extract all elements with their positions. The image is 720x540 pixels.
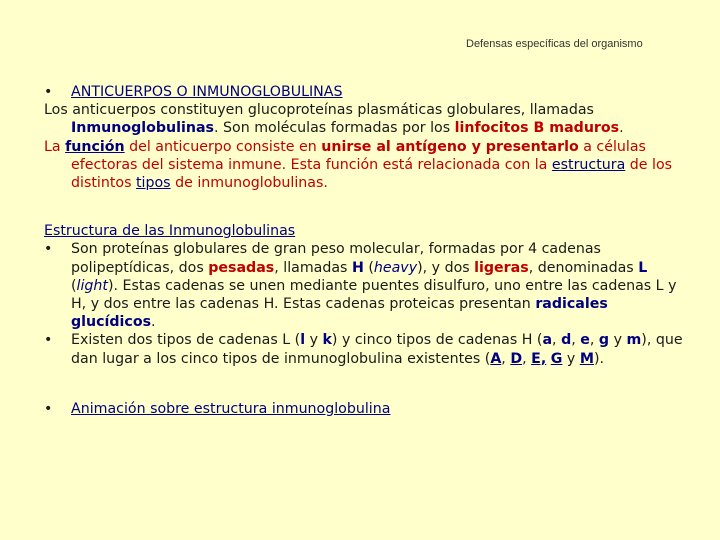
text-run: Existen dos tipos de cadenas L ( [71, 332, 301, 349]
text-run: , [552, 332, 562, 349]
slide-content [44, 83, 694, 418]
ig-m: M [579, 350, 594, 367]
text-run: Son proteínas globulares de gran peso molecular, formadas por 4 cadenas polipeptídicas, dos [71, 241, 601, 276]
term-pesadas: pesadas [208, 259, 275, 276]
bullet-icon: • [44, 400, 53, 417]
chain-l: l [300, 332, 306, 349]
text-run: a células efectoras del sistema inmune. Esta función está relacionada con la [71, 138, 646, 173]
text-run: y [562, 350, 580, 367]
section2-heading: Estructura de las Inmunoglobulinas [44, 223, 296, 240]
text-run: del anticuerpo consiste en [124, 138, 322, 155]
text-run: , [571, 332, 581, 349]
term-heavy: heavy [373, 259, 418, 276]
text-run: ). Estas cadenas se unen mediante puentes disulfuro, uno entre las cadenas L y H, y dos entre las cadenas H. Estas cadenas proteicas presentan [71, 277, 677, 313]
term-funcion: función [65, 138, 125, 155]
bullet-icon: • [44, 241, 53, 258]
text-run: , llamadas [274, 259, 352, 276]
chain-g: g [598, 332, 610, 349]
text-run: , [522, 350, 532, 367]
text-run: . Son moléculas formadas por los [213, 120, 455, 137]
section1-heading: ANTICUERPOS O INMUNOGLOBULINAS [71, 84, 343, 100]
text-run: y [609, 332, 627, 349]
chain-e: e [580, 332, 590, 349]
text-run: Los anticuerpos constituyen glucoproteínas plasmáticas globulares, llamadas [44, 102, 594, 119]
term-light: light [76, 277, 108, 294]
bullet-tipos-cadenas [44, 331, 694, 367]
bullet-icon: • [44, 332, 53, 349]
slide-header-title: Defensas específicas del organismo [466, 38, 643, 50]
text-run: de los distintos [71, 156, 673, 192]
text-run: de inmunoglobulinas. [170, 175, 328, 192]
paragraph-funcion [44, 138, 694, 193]
term-h: H [351, 259, 364, 276]
text-run: . [619, 120, 624, 137]
text-run: ( [71, 277, 77, 294]
section1-heading-line [44, 83, 694, 101]
ig-a: A [490, 350, 502, 367]
text-run: ( [363, 259, 374, 276]
chain-d: d [561, 332, 572, 349]
text-run: ) y cinco tipos de cadenas H ( [331, 332, 543, 349]
ig-d: D [510, 350, 523, 367]
chain-k: k [322, 332, 332, 349]
paragraph-anticuerpos [44, 101, 694, 137]
text-run: , [589, 332, 599, 349]
text-run: , [501, 350, 511, 367]
ig-g: G [550, 350, 563, 367]
bullet-icon: • [44, 84, 53, 100]
text-run: La [44, 138, 66, 155]
term-linfocitos-b: linfocitos B maduros [454, 120, 620, 137]
link-line [44, 400, 694, 418]
bullet-proteinas [44, 240, 694, 331]
term-l: L [638, 259, 648, 276]
term-radicales-glucidicos: radicales glucídicos [71, 296, 608, 331]
term-tipos: tipos [135, 175, 171, 192]
term-unirse-antigeno: unirse al antígeno y presentarlo [321, 138, 579, 155]
text-run: ), que dan lugar a los cinco tipos de inmunoglobulina existentes ( [71, 332, 683, 367]
term-estructura: estructura [551, 156, 626, 173]
chain-a: a [542, 332, 553, 349]
term-ligeras: ligeras [474, 259, 529, 276]
text-run: y [305, 332, 323, 349]
chain-m: m [626, 332, 642, 349]
text-run: ). [593, 350, 604, 367]
text-run: . [151, 314, 156, 331]
term-inmunoglobulinas: Inmunoglobulinas [71, 120, 214, 137]
ig-e: E, [531, 350, 547, 367]
text-run: , denominadas [528, 259, 639, 276]
text-run: ), y dos [417, 259, 475, 276]
animacion-link[interactable]: Animación sobre estructura inmunoglobulina [71, 400, 391, 417]
